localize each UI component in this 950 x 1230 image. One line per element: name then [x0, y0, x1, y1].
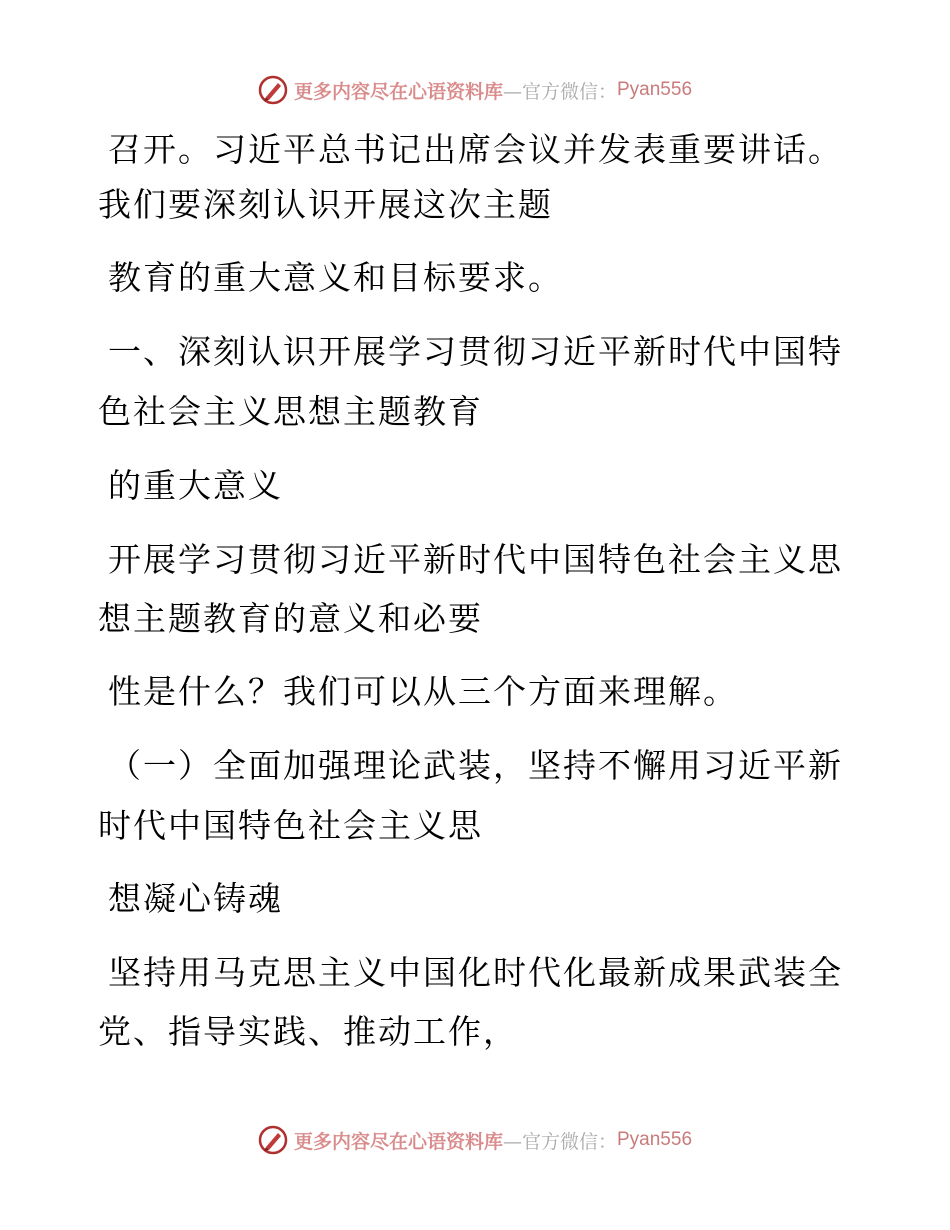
subsection-heading: （一）全面加强理论武装，坚持不懈用习近平新: [108, 746, 843, 785]
text-line: 党、指导实践、推动工作，: [98, 1012, 518, 1051]
watermark-wechat-label: —官方微信：: [502, 80, 617, 103]
watermark-brand-text: 更多内容尽在心语资料库: [293, 80, 503, 103]
text-line: 开展学习贯彻习近平新时代中国特色社会主义思: [108, 540, 843, 579]
watermark-wechat-id: Pyan556: [617, 79, 693, 100]
text-line: 坚持用马克思主义中国化时代化最新成果武装全: [108, 953, 843, 992]
section-heading: 的重大意义: [108, 466, 283, 505]
section-heading: 一、深刻认识开展学习贯彻习近平新时代中国特: [108, 332, 843, 371]
watermark-wechat-id: Pyan556: [617, 1129, 693, 1150]
text-line: 教育的重大意义和目标要求。: [108, 258, 563, 297]
text-line: 性是什么？我们可以从三个方面来理解。: [108, 672, 738, 711]
footer-watermark: [0, 1120, 950, 1160]
pen-logo-icon: [258, 75, 288, 105]
watermark-brand-text: 更多内容尽在心语资料库: [293, 1130, 503, 1153]
pen-logo-icon: [258, 1125, 288, 1155]
text-line: 召开。习近平总书记出席会议并发表重要讲话。: [108, 130, 843, 169]
section-heading: 色社会主义思想主题教育: [98, 392, 483, 431]
header-watermark: [0, 70, 950, 110]
subsection-heading: 想凝心铸魂: [108, 879, 283, 918]
watermark-wechat-label: —官方微信：: [502, 1130, 617, 1153]
text-line: 我们要深刻认识开展这次主题: [98, 185, 553, 224]
text-line: 想主题教育的意义和必要: [98, 599, 483, 638]
subsection-heading: 时代中国特色社会主义思: [98, 806, 483, 845]
